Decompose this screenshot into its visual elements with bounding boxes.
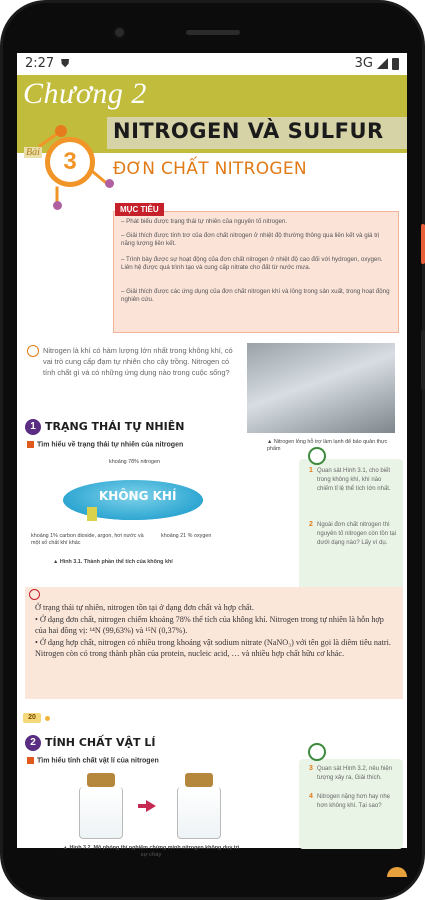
objective-item: – Giải thích được tính trơ của đơn chất nitrogen ở nhiệt độ thường thông qua liên kết và giá trị năng lượng liên kết. bbox=[121, 232, 380, 247]
photo-caption: ▲ Nitrogen lỏng hỗ trợ làm lạnh để bảo quản thực phẩm bbox=[267, 439, 388, 452]
status-bar bbox=[17, 53, 407, 75]
question-text: Nitrogen nặng hơn hay nhẹ hơn không khí. Tại sao? bbox=[317, 794, 390, 809]
network-type: 3G bbox=[354, 56, 373, 71]
front-camera bbox=[113, 26, 126, 39]
summary-line: • Ở dạng đơn chất, nitrogen chiếm khoảng 78% thể tích của không khí. Nitrogen trong tự nhiên là hỗn hợp của hai đồng vị: ¹⁴N (99,63%) và ¹⁵N (0,37%). bbox=[35, 614, 384, 635]
question-icon bbox=[308, 743, 326, 761]
jar-cork bbox=[87, 773, 115, 787]
chart-label-nitrogen: khoảng 78% nitrogen bbox=[109, 459, 160, 465]
lesson-label: Bài bbox=[26, 147, 40, 158]
chapter-title: NITROGEN VÀ SULFUR bbox=[113, 119, 384, 143]
intro-text: Nitrogen là khí có hàm lượng lớn nhất trong không khí, có vai trò cung cấp đạm tự nhiên cho cây trồng. Nitrogen có tính chất gì và có những ứng dụng nào trong cuộc sống? bbox=[43, 346, 233, 377]
page-number: 20 bbox=[23, 713, 41, 723]
objective-item: – Giải thích được các ứng dụng của đơn chất nitrogen khí và lỏng trong sản xuất, trong hoạt động nghiên cứu. bbox=[121, 288, 390, 303]
chart-center-label: KHÔNG KHÍ bbox=[99, 489, 177, 503]
question-icon bbox=[308, 447, 326, 465]
textbook-page[interactable] bbox=[17, 75, 407, 858]
note-icon bbox=[29, 589, 40, 600]
section-number: 1 bbox=[25, 419, 41, 435]
molecule-atom bbox=[55, 125, 67, 137]
jar-right bbox=[177, 787, 221, 839]
question-number: 2 bbox=[309, 521, 313, 528]
chapter-label: Chương 2 bbox=[23, 77, 147, 110]
jar-left bbox=[79, 787, 123, 839]
earpiece-speaker bbox=[186, 30, 240, 35]
question-number: 3 bbox=[309, 765, 313, 772]
summary-text bbox=[35, 602, 397, 660]
battery-icon bbox=[392, 58, 399, 70]
objectives-box bbox=[113, 211, 399, 333]
question-text: Quan sát Hình 3.2, nêu hiện tượng xảy ra, Giải thích. bbox=[317, 766, 393, 781]
status-time: 2:27 bbox=[25, 56, 55, 71]
question-text: Ngoài đơn chất nitrogen thì nguyên tố nitrogen còn tồn tại dưới dạng nào? Lấy ví dụ. bbox=[317, 522, 397, 546]
chart-label-other: khoảng 1% carbon dioxide, argon, hơi nước và một số chất khí khác bbox=[31, 533, 144, 546]
screen bbox=[17, 53, 407, 858]
shield-icon: ⛊ bbox=[61, 57, 70, 70]
figure-caption: ▲ Hình 3.1. Thành phần thể tích của không khí bbox=[53, 559, 173, 565]
section-title: TRẠNG THÁI TỰ NHIÊN bbox=[45, 420, 185, 433]
summary-line: • Ở dạng hợp chất, nitrogen có nhiều trong khoáng vật sodium nitrate (NaNO₃) với tên gọi là diêm tiêu natri. Nitrogen còn có trong thành phần của protein, nucleic acid, … và nhiều hợp chất hữu cơ khác. bbox=[35, 637, 391, 658]
figure-caption: ▲ Hình 3.2. Mô phỏng thí nghiệm chứng minh nitrogen không duy trì sự cháy bbox=[62, 845, 240, 858]
power-button[interactable] bbox=[421, 224, 425, 264]
jar-cork bbox=[185, 773, 213, 787]
lightbulb-icon bbox=[27, 345, 39, 357]
signal-icon bbox=[377, 58, 388, 69]
liquid-nitrogen-photo bbox=[247, 343, 395, 433]
question-number: 1 bbox=[309, 467, 313, 474]
section-title: TÍNH CHẤT VẬT LÍ bbox=[45, 736, 156, 749]
objective-item: – Trình bày được sự hoạt động của đơn chất nitrogen ở nhiệt độ cao đối với hydrogen, oxygen. Liên hệ được quá trình tạo và cung cấp nitrate cho đất từ nước mưa. bbox=[121, 256, 383, 271]
volume-button[interactable] bbox=[421, 330, 425, 390]
lesson-badge bbox=[45, 137, 95, 187]
objectives-tag: MỤC TIÊU bbox=[115, 203, 164, 216]
arrow-right-icon bbox=[146, 800, 156, 812]
summary-line: Ở trạng thái tự nhiên, nitrogen tồn tại ở dạng đơn chất và hợp chất. bbox=[35, 603, 254, 612]
molecule-atom bbox=[53, 201, 62, 210]
section-subhead: Tìm hiểu về trạng thái tự nhiên của nitrogen bbox=[27, 441, 183, 448]
question-number: 4 bbox=[309, 793, 313, 800]
objective-item: – Phát biểu được trạng thái tự nhiên của nguyên tố nitrogen. bbox=[121, 218, 288, 225]
lesson-number: 3 bbox=[63, 148, 77, 175]
molecule-atom bbox=[105, 179, 114, 188]
chart-label-oxygen: khoảng 21 % oxygen bbox=[161, 533, 212, 539]
pie-slice-other bbox=[87, 507, 97, 521]
page-dot bbox=[45, 716, 50, 721]
question-text: Quan sát Hình 3.1, cho biết trong không khí, khí nào chiếm tỉ lệ thể tích lớn nhất. bbox=[317, 468, 391, 492]
lesson-title: ĐƠN CHẤT NITROGEN bbox=[113, 159, 307, 179]
status-right bbox=[355, 56, 399, 71]
section-number: 2 bbox=[25, 735, 41, 751]
section-subhead: Tìm hiểu tính chất vật lí của nitrogen bbox=[27, 757, 159, 764]
